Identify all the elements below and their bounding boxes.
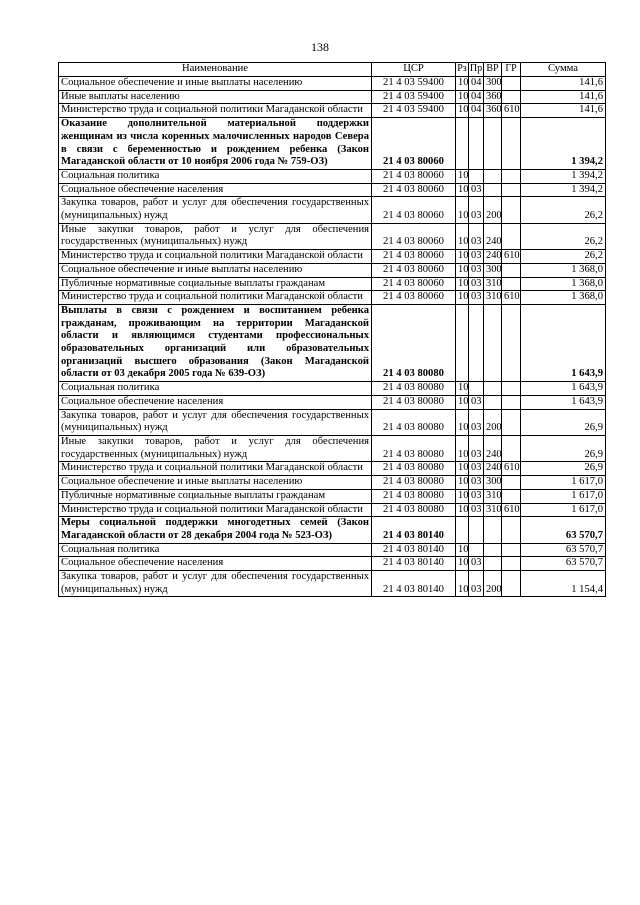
cell-name: Министерство труда и социальной политики Магаданской области [59, 104, 372, 118]
cell-csr: 21 4 03 59400 [372, 90, 456, 104]
cell-gr [502, 169, 521, 183]
cell-csr: 21 4 03 80080 [372, 395, 456, 409]
cell-rz [456, 304, 469, 381]
cell-csr: 21 4 03 80060 [372, 197, 456, 223]
cell-pr: 03 [469, 503, 484, 517]
cell-rz: 10 [456, 543, 469, 557]
cell-sum: 1 368,0 [521, 263, 606, 277]
cell-pr: 03 [469, 462, 484, 476]
table-row [59, 517, 606, 543]
cell-name: Министерство труда и социальной политики Магаданской области [59, 250, 372, 264]
cell-gr [502, 77, 521, 91]
cell-vr [484, 543, 502, 557]
cell-name: Иные закупки товаров, работ и услуг для обеспечения государственных (муниципальных) нужд [59, 435, 372, 461]
cell-name: Иные выплаты населению [59, 90, 372, 104]
cell-sum: 26,9 [521, 462, 606, 476]
cell-csr: 21 4 03 80060 [372, 223, 456, 249]
cell-rz: 10 [456, 197, 469, 223]
cell-rz: 10 [456, 77, 469, 91]
table-row [59, 250, 606, 264]
cell-csr: 21 4 03 80080 [372, 435, 456, 461]
cell-vr: 360 [484, 90, 502, 104]
cell-pr: 03 [469, 250, 484, 264]
cell-name: Социальное обеспечение и иные выплаты населению [59, 77, 372, 91]
cell-csr: 21 4 03 80080 [372, 304, 456, 381]
cell-csr: 21 4 03 80060 [372, 263, 456, 277]
table-row [59, 382, 606, 396]
cell-name: Министерство труда и социальной политики Магаданской области [59, 503, 372, 517]
cell-sum: 1 154,4 [521, 571, 606, 597]
cell-name: Закупка товаров, работ и услуг для обеспечения государственных (муниципальных) нужд [59, 571, 372, 597]
cell-vr: 240 [484, 462, 502, 476]
cell-gr [502, 304, 521, 381]
cell-vr: 240 [484, 435, 502, 461]
cell-vr: 240 [484, 223, 502, 249]
cell-name: Закупка товаров, работ и услуг для обеспечения государственных (муниципальных) нужд [59, 197, 372, 223]
cell-sum: 141,6 [521, 90, 606, 104]
table-row [59, 462, 606, 476]
cell-rz: 10 [456, 382, 469, 396]
cell-pr: 03 [469, 223, 484, 249]
cell-rz: 10 [456, 395, 469, 409]
cell-rz: 10 [456, 435, 469, 461]
cell-rz: 10 [456, 476, 469, 490]
table-row [59, 263, 606, 277]
cell-sum: 26,9 [521, 409, 606, 435]
cell-rz: 10 [456, 277, 469, 291]
cell-pr [469, 517, 484, 543]
cell-rz: 10 [456, 462, 469, 476]
table-row [59, 197, 606, 223]
cell-gr [502, 277, 521, 291]
cell-sum: 141,6 [521, 77, 606, 91]
cell-csr: 21 4 03 80140 [372, 571, 456, 597]
cell-pr [469, 382, 484, 396]
cell-sum: 1 394,2 [521, 118, 606, 170]
cell-gr: 610 [502, 250, 521, 264]
table-row [59, 291, 606, 305]
cell-name: Социальное обеспечение населения [59, 183, 372, 197]
cell-name: Социальная политика [59, 169, 372, 183]
cell-pr: 03 [469, 183, 484, 197]
cell-gr [502, 557, 521, 571]
cell-gr [502, 409, 521, 435]
cell-gr [502, 517, 521, 543]
cell-vr [484, 557, 502, 571]
cell-vr [484, 169, 502, 183]
cell-csr: 21 4 03 80140 [372, 557, 456, 571]
cell-csr: 21 4 03 80080 [372, 382, 456, 396]
cell-rz [456, 517, 469, 543]
cell-name: Иные закупки товаров, работ и услуг для обеспечения государственных (муниципальных) нужд [59, 223, 372, 249]
cell-gr [502, 435, 521, 461]
cell-rz: 10 [456, 104, 469, 118]
cell-csr: 21 4 03 80060 [372, 169, 456, 183]
cell-name: Публичные нормативные социальные выплаты гражданам [59, 489, 372, 503]
cell-vr [484, 395, 502, 409]
cell-name: Выплаты в связи с рождением и воспитанием ребенка гражданам, проживающим на территории Магаданской области и являющимся студентами профессиональных образовательных организаций или образовательных организаций высшего образования (Закон Магаданской области от 03 декабря 2005 года № 639-ОЗ) [59, 304, 372, 381]
cell-gr [502, 223, 521, 249]
cell-pr: 03 [469, 277, 484, 291]
cell-pr [469, 543, 484, 557]
cell-name: Социальное обеспечение населения [59, 557, 372, 571]
table-row [59, 304, 606, 381]
cell-sum: 1 368,0 [521, 291, 606, 305]
cell-rz: 10 [456, 409, 469, 435]
cell-sum: 26,2 [521, 223, 606, 249]
cell-sum: 1 617,0 [521, 476, 606, 490]
cell-csr: 21 4 03 80060 [372, 118, 456, 170]
cell-csr: 21 4 03 80080 [372, 462, 456, 476]
cell-vr: 310 [484, 489, 502, 503]
cell-gr [502, 489, 521, 503]
table-row [59, 503, 606, 517]
cell-csr: 21 4 03 80060 [372, 291, 456, 305]
cell-pr: 03 [469, 571, 484, 597]
cell-pr: 03 [469, 409, 484, 435]
cell-gr [502, 183, 521, 197]
cell-pr: 03 [469, 489, 484, 503]
cell-gr [502, 543, 521, 557]
table-row [59, 543, 606, 557]
table-row [59, 571, 606, 597]
column-header-sum: Сумма [521, 63, 606, 77]
cell-pr: 03 [469, 557, 484, 571]
table-row [59, 90, 606, 104]
cell-sum: 1 368,0 [521, 277, 606, 291]
cell-name: Министерство труда и социальной политики Магаданской области [59, 462, 372, 476]
cell-vr: 310 [484, 277, 502, 291]
cell-rz: 10 [456, 223, 469, 249]
cell-pr: 04 [469, 90, 484, 104]
column-header-pr: Пр [469, 63, 484, 77]
cell-name: Социальное обеспечение населения [59, 395, 372, 409]
cell-vr [484, 382, 502, 396]
cell-gr: 610 [502, 104, 521, 118]
cell-vr: 300 [484, 263, 502, 277]
cell-rz: 10 [456, 90, 469, 104]
cell-rz: 10 [456, 183, 469, 197]
cell-vr: 200 [484, 197, 502, 223]
cell-pr: 04 [469, 77, 484, 91]
cell-sum: 26,9 [521, 435, 606, 461]
cell-gr [502, 118, 521, 170]
cell-sum: 63 570,7 [521, 517, 606, 543]
cell-csr: 21 4 03 80060 [372, 277, 456, 291]
cell-rz [456, 118, 469, 170]
cell-gr: 610 [502, 462, 521, 476]
cell-vr: 240 [484, 250, 502, 264]
column-header-rz: Рз [456, 63, 469, 77]
cell-name: Социальная политика [59, 382, 372, 396]
cell-gr [502, 263, 521, 277]
table-row [59, 557, 606, 571]
cell-csr: 21 4 03 80080 [372, 503, 456, 517]
cell-pr: 03 [469, 395, 484, 409]
table-row [59, 476, 606, 490]
cell-vr [484, 304, 502, 381]
cell-name: Меры социальной поддержки многодетных семей (Закон Магаданской области от 28 декабря 2004 года № 523-ОЗ) [59, 517, 372, 543]
cell-sum: 1 643,9 [521, 304, 606, 381]
cell-pr: 03 [469, 476, 484, 490]
cell-pr [469, 304, 484, 381]
column-header-gr: ГР [502, 63, 521, 77]
cell-rz: 10 [456, 291, 469, 305]
cell-vr: 200 [484, 571, 502, 597]
budget-table [58, 62, 606, 597]
cell-sum: 1 617,0 [521, 489, 606, 503]
cell-rz: 10 [456, 571, 469, 597]
cell-csr: 21 4 03 59400 [372, 104, 456, 118]
cell-vr: 310 [484, 503, 502, 517]
cell-pr [469, 118, 484, 170]
table-row [59, 223, 606, 249]
cell-name: Оказание дополнительной материальной поддержки женщинам из числа коренных малочисленных народов Севера в связи с беременностью и рождением ребенка (Закон Магаданской области от 10 ноября 2006 года № 759-ОЗ) [59, 118, 372, 170]
cell-sum: 1 394,2 [521, 169, 606, 183]
cell-csr: 21 4 03 59400 [372, 77, 456, 91]
cell-rz: 10 [456, 263, 469, 277]
cell-pr: 03 [469, 291, 484, 305]
cell-vr [484, 118, 502, 170]
cell-sum: 26,2 [521, 250, 606, 264]
cell-sum: 141,6 [521, 104, 606, 118]
cell-sum: 1 617,0 [521, 503, 606, 517]
cell-rz: 10 [456, 250, 469, 264]
table-row [59, 118, 606, 170]
cell-pr: 04 [469, 104, 484, 118]
cell-vr [484, 517, 502, 543]
table-row [59, 409, 606, 435]
cell-rz: 10 [456, 557, 469, 571]
cell-vr: 360 [484, 104, 502, 118]
cell-csr: 21 4 03 80140 [372, 517, 456, 543]
table-row [59, 435, 606, 461]
table-row [59, 77, 606, 91]
cell-sum: 63 570,7 [521, 543, 606, 557]
cell-name: Министерство труда и социальной политики Магаданской области [59, 291, 372, 305]
cell-gr [502, 571, 521, 597]
cell-csr: 21 4 03 80080 [372, 489, 456, 503]
table-row [59, 489, 606, 503]
cell-sum: 1 394,2 [521, 183, 606, 197]
cell-pr: 03 [469, 197, 484, 223]
cell-rz: 10 [456, 169, 469, 183]
cell-vr [484, 183, 502, 197]
cell-pr: 03 [469, 435, 484, 461]
cell-sum: 26,2 [521, 197, 606, 223]
table-row [59, 104, 606, 118]
cell-pr [469, 169, 484, 183]
table-body [59, 77, 606, 597]
cell-vr: 310 [484, 291, 502, 305]
cell-rz: 10 [456, 503, 469, 517]
cell-name: Закупка товаров, работ и услуг для обеспечения государственных (муниципальных) нужд [59, 409, 372, 435]
table-row [59, 183, 606, 197]
column-header-name: Наименование [59, 63, 372, 77]
page-number: 138 [311, 40, 329, 54]
cell-csr: 21 4 03 80080 [372, 476, 456, 490]
cell-sum: 1 643,9 [521, 395, 606, 409]
cell-gr: 610 [502, 291, 521, 305]
cell-sum: 1 643,9 [521, 382, 606, 396]
cell-csr: 21 4 03 80140 [372, 543, 456, 557]
cell-gr [502, 90, 521, 104]
column-header-csr: ЦСР [372, 63, 456, 77]
cell-name: Публичные нормативные социальные выплаты гражданам [59, 277, 372, 291]
table-header-row [59, 63, 606, 77]
cell-pr: 03 [469, 263, 484, 277]
cell-rz: 10 [456, 489, 469, 503]
cell-sum: 63 570,7 [521, 557, 606, 571]
column-header-vr: ВР [484, 63, 502, 77]
table-row [59, 395, 606, 409]
cell-vr: 300 [484, 476, 502, 490]
table-row [59, 169, 606, 183]
cell-csr: 21 4 03 80060 [372, 250, 456, 264]
cell-name: Социальное обеспечение и иные выплаты населению [59, 476, 372, 490]
cell-gr [502, 395, 521, 409]
cell-gr [502, 382, 521, 396]
cell-csr: 21 4 03 80060 [372, 183, 456, 197]
cell-name: Социальное обеспечение и иные выплаты населению [59, 263, 372, 277]
cell-csr: 21 4 03 80080 [372, 409, 456, 435]
cell-gr [502, 476, 521, 490]
cell-name: Социальная политика [59, 543, 372, 557]
table-row [59, 277, 606, 291]
cell-vr: 300 [484, 77, 502, 91]
cell-vr: 200 [484, 409, 502, 435]
cell-gr: 610 [502, 503, 521, 517]
cell-gr [502, 197, 521, 223]
